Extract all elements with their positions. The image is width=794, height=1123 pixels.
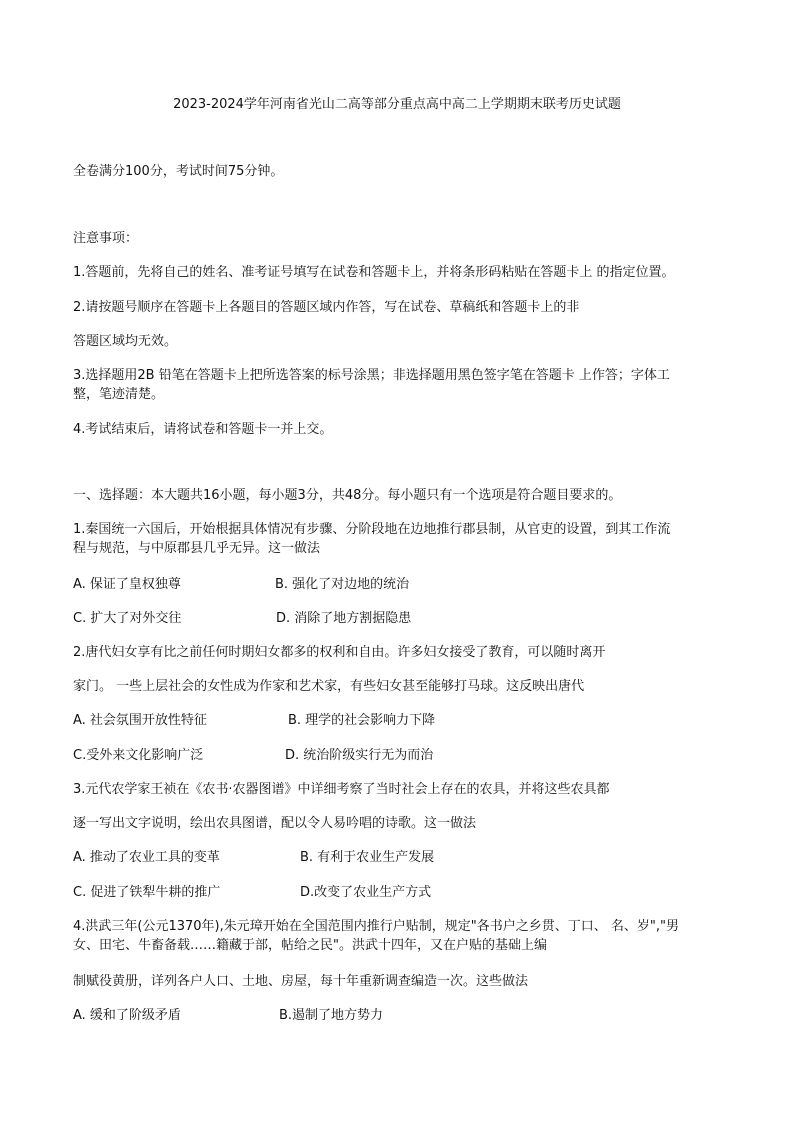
- question-2-text: 家门。 一些上层社会的女性成为作家和艺术家，有些妇女甚至能够打马球。这反映出唐代: [73, 679, 585, 694]
- question-2-text: 2.唐代妇女享有比之前任何时期妇女都多的权利和自由。许多妇女接受了教育，可以随时离开: [73, 645, 606, 660]
- question-3-option-b: B. 有利于农业生产发展: [300, 850, 435, 865]
- question-2-option-c: C.受外来文化影响广泛: [73, 748, 204, 763]
- notice-item: 2.请按题号顺序在答题卡上各题目的答题区域内作答，写在试卷、草稿纸和答题卡上的非: [73, 300, 580, 315]
- question-1-text: 1.秦国统一六国后，开始根据具体情况有步骤、分阶段地在边地推行郡县制，从官吏的设置，到其工作流: [73, 522, 671, 537]
- notice-item: 3.选择题用2B 铅笔在答题卡上把所选答案的标号涂黑；非选择题用黑色签字笔在答题卡 上作答；字体工: [73, 368, 670, 383]
- question-4-text: 4.洪武三年(公元1370年),朱元璋开始在全国范围内推行户贴制，规定"各书户之乡贯、丁口、 名、岁","男: [73, 919, 679, 934]
- question-1-option-d: D. 消除了地方割据隐患: [276, 611, 412, 626]
- question-3-option-d: D.改变了农业生产方式: [300, 885, 432, 900]
- question-3-option-c: C. 促进了铁犁牛耕的推广: [73, 885, 221, 900]
- question-3-text: 逐一写出文字说明，绘出农具图谱，配以令人易吟唱的诗歌。这一做法: [73, 816, 477, 831]
- exam-intro: 全卷满分100分，考试时间75分钟。: [73, 164, 284, 179]
- question-1-option-a: A. 保证了皇权独尊: [73, 577, 181, 592]
- section-heading: 一、选择题：本大题共16小题，每小题3分，共48分。每小题只有一个选项是符合题目要求的。: [73, 488, 622, 503]
- notice-item: 答题区域均无效。: [73, 334, 178, 349]
- question-1-option-b: B. 强化了对边地的统治: [275, 577, 410, 592]
- question-1-text: 程与规范，与中原郡县几乎无异。这一做法: [73, 541, 321, 556]
- exam-title: 2023-2024学年河南省光山二高等部分重点高中高二上学期期末联考历史试题: [173, 97, 621, 112]
- question-4-text: 女、田宅、牛畜备载……籍藏于部，帖给之民"。洪武十四年，又在户贴的基础上编: [73, 938, 547, 953]
- notice-item: 整，笔迹清楚。: [73, 387, 165, 402]
- question-4-option-b: B.遏制了地方势力: [279, 1008, 384, 1023]
- question-2-option-d: D. 统治阶级实行无为而治: [285, 748, 434, 763]
- question-3-text: 3.元代农学家王祯在《农书·农器图谱》中详细考察了当时社会上存在的农具，并将这些农具都: [73, 782, 610, 797]
- question-1-option-c: C. 扩大了对外交往: [73, 611, 182, 626]
- notice-item: 1.答题前，先将自己的姓名、准考证号填写在试卷和答题卡上，并将条形码粘贴在答题卡上 的指定位置。: [73, 265, 675, 280]
- question-4-text: 制赋役黄册，详列各户人口、土地、房屋，每十年重新调查编造一次。这些做法: [73, 974, 529, 989]
- question-2-option-a: A. 社会氛围开放性特征: [73, 713, 207, 728]
- question-4-option-a: A. 缓和了阶级矛盾: [73, 1008, 181, 1023]
- question-2-option-b: B. 理学的社会影响力下降: [288, 713, 436, 728]
- question-3-option-a: A. 推动了农业工具的变革: [73, 850, 220, 865]
- notice-item: 4.考试结束后，请将试卷和答题卡一并上交。: [73, 422, 333, 437]
- notice-heading: 注意事项：: [73, 231, 139, 246]
